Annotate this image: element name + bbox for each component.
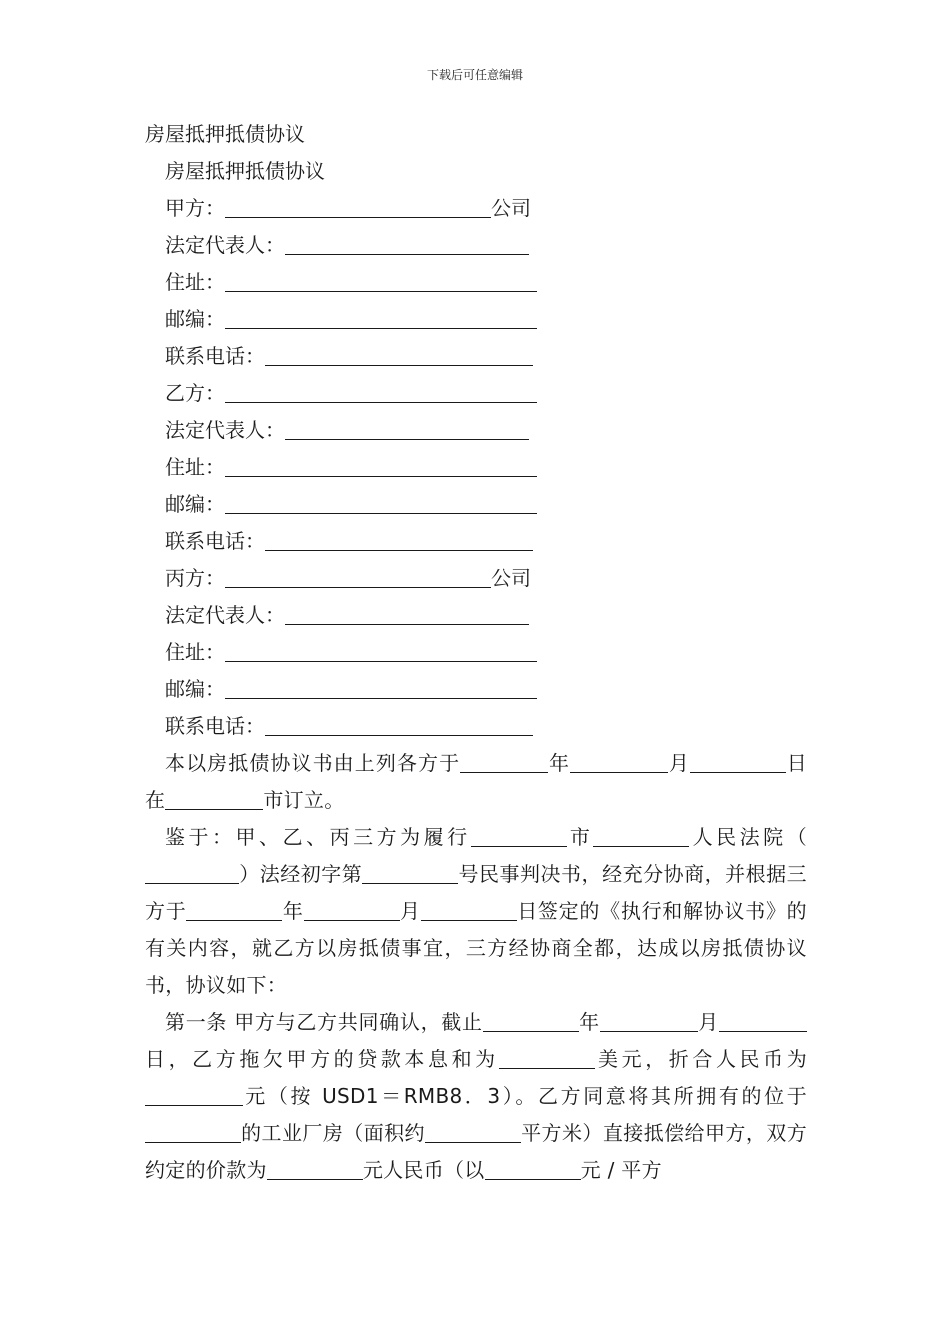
party-c-name-line	[145, 560, 807, 597]
para3-year-blank[interactable]	[483, 1009, 579, 1032]
party-a-address-label: 住址：	[165, 270, 225, 294]
party-c-phone-label: 联系电话：	[165, 714, 265, 738]
para3-text-9: 元人民币（以	[362, 1158, 485, 1182]
para1-city-blank[interactable]	[165, 787, 263, 810]
para2-text-1: 鉴于：甲、乙、丙三方为履行	[165, 825, 471, 849]
para3-usd-amount-blank[interactable]	[499, 1046, 595, 1069]
para1-month-blank[interactable]	[570, 750, 668, 773]
para1-text-2: 年	[548, 751, 571, 775]
para2-text-4: ）法经初字第	[239, 862, 363, 886]
party-b-phone-blank[interactable]	[265, 528, 533, 551]
party-c-rep-line	[145, 597, 807, 634]
party-a-name-label: 甲方：	[165, 196, 225, 220]
party-c-rep-label: 法定代表人：	[165, 603, 285, 627]
party-a-postcode-line	[145, 301, 807, 338]
party-c-address-blank[interactable]	[225, 639, 537, 662]
party-a-postcode-label: 邮编：	[165, 307, 225, 331]
para2-case-number-blank[interactable]	[362, 861, 458, 884]
party-b-name-label: 乙方：	[165, 381, 225, 405]
whereas-paragraph	[145, 819, 807, 1004]
party-c-address-line	[145, 634, 807, 671]
party-a-name-line	[145, 190, 807, 227]
para3-text-7: 的工业厂房（面积约	[241, 1121, 425, 1145]
para3-unit-price-blank[interactable]	[485, 1157, 581, 1180]
para2-year-blank[interactable]	[186, 898, 282, 921]
party-c-phone-blank[interactable]	[265, 713, 533, 736]
para2-month-blank[interactable]	[304, 898, 400, 921]
para3-day-blank[interactable]	[719, 1009, 807, 1032]
document-title: 房屋抵押抵债协议	[145, 122, 305, 146]
para2-text-8: 日签定的《执行和解协议书》的有关内容，就乙方以房抵债事宜，三方经协商全都，达成以房抵债协议书，协议如下：	[145, 899, 807, 997]
para3-month-blank[interactable]	[600, 1009, 698, 1032]
party-b-rep-label: 法定代表人：	[165, 418, 285, 442]
para3-text-4: 日，乙方拖欠甲方的贷款本息和为	[145, 1047, 499, 1071]
para2-text-7: 月	[399, 899, 421, 923]
para2-text-3: 人民法院（	[689, 825, 807, 849]
para3-area-blank[interactable]	[425, 1120, 521, 1143]
party-a-address-line	[145, 264, 807, 301]
para3-text-8: 平方米）直接抵偿给甲方，双方约定的价款为	[145, 1121, 808, 1182]
party-b-name-line	[145, 375, 807, 412]
party-a-rep-label: 法定代表人：	[165, 233, 285, 257]
para2-text-6: 年	[282, 899, 304, 923]
party-a-phone-label: 联系电话：	[165, 344, 265, 368]
party-c-postcode-label: 邮编：	[165, 677, 225, 701]
para2-court-blank[interactable]	[593, 824, 689, 847]
party-b-phone-label: 联系电话：	[165, 529, 265, 553]
party-c-name-blank[interactable]	[225, 565, 491, 588]
party-a-name-blank[interactable]	[225, 195, 491, 218]
party-b-postcode-blank[interactable]	[225, 491, 537, 514]
party-b-postcode-line	[145, 486, 807, 523]
signing-paragraph	[145, 745, 807, 819]
party-c-name-label: 丙方：	[165, 566, 225, 590]
document-subtitle: 房屋抵押抵债协议	[165, 159, 325, 183]
para2-day-blank[interactable]	[421, 898, 517, 921]
party-b-address-blank[interactable]	[225, 454, 537, 477]
party-c-address-label: 住址：	[165, 640, 225, 664]
party-c-phone-line	[145, 708, 807, 745]
para3-text-5: 美元，折合人民币为	[594, 1047, 807, 1071]
para1-day-blank[interactable]	[690, 750, 786, 773]
para2-text-2: 市	[566, 825, 594, 849]
party-b-address-line	[145, 449, 807, 486]
party-a-rep-line	[145, 227, 807, 264]
document-body	[145, 116, 807, 1189]
party-a-phone-blank[interactable]	[265, 343, 533, 366]
para3-text-1: 第一条 甲方与乙方共同确认，截止	[165, 1010, 483, 1034]
header-note: 下载后可任意编辑	[426, 68, 523, 82]
para1-text-5: 市订立。	[263, 788, 345, 812]
para3-text-6: 元（按 USD1＝RMB8．3）。乙方同意将其所拥有的位于	[243, 1084, 807, 1108]
party-c-postcode-line	[145, 671, 807, 708]
para1-year-blank[interactable]	[460, 750, 548, 773]
article-one-paragraph	[145, 1004, 807, 1189]
party-c-name-suffix: 公司	[491, 566, 531, 590]
para3-text-3: 月	[697, 1010, 719, 1034]
party-b-name-blank[interactable]	[225, 380, 537, 403]
para3-text-2: 年	[578, 1010, 600, 1034]
para3-text-10: 元 / 平方	[580, 1158, 662, 1182]
para2-text-5: 号民事判决书，经充分协商，并根据三方于	[145, 862, 807, 923]
para2-city-blank[interactable]	[471, 824, 567, 847]
party-a-postcode-blank[interactable]	[225, 306, 537, 329]
para1-text-1: 本以房抵债协议书由上列各方于	[165, 751, 461, 775]
para3-rmb-amount-blank[interactable]	[145, 1083, 243, 1106]
para2-year-code-blank[interactable]	[145, 861, 239, 884]
para1-text-3: 月	[668, 751, 690, 775]
party-c-postcode-blank[interactable]	[225, 676, 537, 699]
party-a-address-blank[interactable]	[225, 269, 537, 292]
party-a-rep-blank[interactable]	[285, 232, 529, 255]
party-b-rep-line	[145, 412, 807, 449]
party-b-address-label: 住址：	[165, 455, 225, 479]
party-b-rep-blank[interactable]	[285, 417, 529, 440]
para3-price-blank[interactable]	[267, 1157, 363, 1180]
party-b-phone-line	[145, 523, 807, 560]
party-a-name-suffix: 公司	[491, 196, 531, 220]
para3-location-blank[interactable]	[145, 1120, 241, 1143]
para1-text-4: 日在	[145, 751, 807, 812]
party-b-postcode-label: 邮编：	[165, 492, 225, 516]
party-a-phone-line	[145, 338, 807, 375]
party-c-rep-blank[interactable]	[285, 602, 529, 625]
